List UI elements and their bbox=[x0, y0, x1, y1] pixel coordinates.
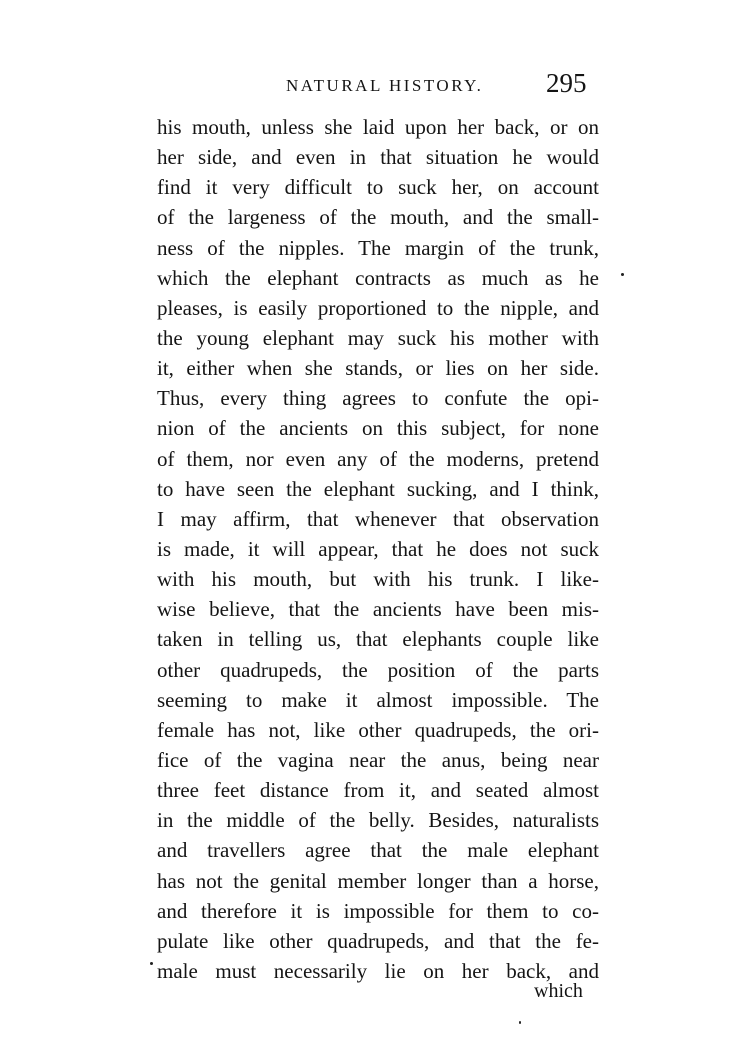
text-line: it, either when she stands, or lies on her side. bbox=[157, 356, 599, 381]
text-line: his mouth, unless she laid upon her back, or on bbox=[157, 115, 599, 139]
text-line: nion of the ancients on this subject, for none bbox=[157, 416, 599, 441]
print-speck bbox=[519, 1021, 521, 1024]
text-line: three feet distance from it, and seated almost bbox=[157, 778, 599, 803]
text-line: seeming to make it almost impossible. The bbox=[157, 687, 599, 712]
text-line: other quadrupeds, the position of the parts bbox=[157, 657, 599, 682]
print-speck bbox=[621, 273, 624, 276]
text-line: male must necessarily lie on her back, and bbox=[157, 958, 599, 983]
body-text bbox=[157, 112, 599, 986]
text-line: ness of the nipples. The margin of the trunk, bbox=[157, 235, 599, 260]
print-speck bbox=[150, 962, 153, 965]
text-line: fice of the vagina near the anus, being near bbox=[157, 747, 599, 772]
text-line: which the elephant contracts as much as he bbox=[157, 265, 599, 290]
catchword: which bbox=[534, 980, 583, 1002]
text-line: with his mouth, but with his trunk. I like- bbox=[157, 567, 599, 592]
text-line: taken in telling us, that elephants couple like bbox=[157, 627, 599, 652]
text-line: in the middle of the belly. Besides, naturalists bbox=[157, 808, 599, 833]
running-title: NATURAL HISTORY. bbox=[286, 76, 484, 95]
text-line: the young elephant may suck his mother with bbox=[157, 325, 599, 350]
text-line: of the largeness of the mouth, and the small- bbox=[157, 205, 599, 230]
text-line: has not the genital member longer than a horse, bbox=[157, 868, 599, 893]
text-line: wise believe, that the ancients have been mis- bbox=[157, 597, 599, 622]
text-line: her side, and even in that situation he would bbox=[157, 145, 599, 170]
text-line: is made, it will appear, that he does not suck bbox=[157, 536, 599, 561]
text-line: female has not, like other quadrupeds, the ori- bbox=[157, 717, 599, 742]
text-line: Thus, every thing agrees to confute the opi- bbox=[157, 386, 599, 411]
text-line: find it very difficult to suck her, on account bbox=[157, 175, 599, 200]
text-line: pulate like other quadrupeds, and that the fe- bbox=[157, 928, 599, 953]
text-line: of them, nor even any of the moderns, pretend bbox=[157, 446, 599, 471]
text-line: to have seen the elephant sucking, and I think, bbox=[157, 476, 599, 501]
text-line: and therefore it is impossible for them to co- bbox=[157, 898, 599, 923]
text-line: I may affirm, that whenever that observation bbox=[157, 506, 599, 531]
text-line: pleases, is easily proportioned to the nipple, and bbox=[157, 295, 599, 320]
text-line: and travellers agree that the male elephant bbox=[157, 838, 599, 863]
page-number: 295 bbox=[546, 68, 587, 98]
